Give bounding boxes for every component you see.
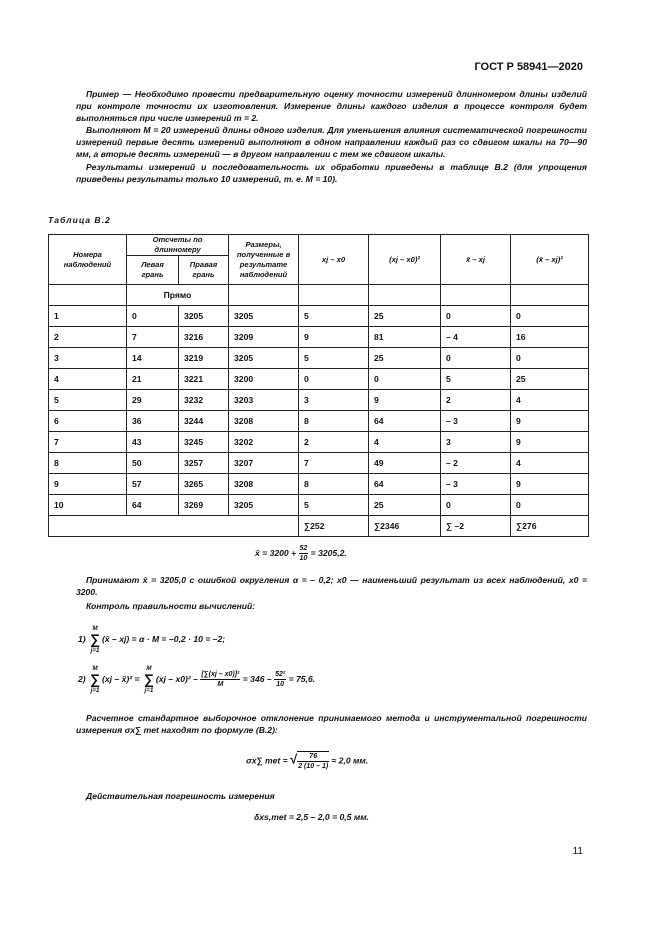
table-cell: 3209	[229, 327, 299, 348]
control-equation-1: 1) M ∑ j=1(x̄ – xj) = α · M = –0,2 · 10 = –2;	[78, 625, 226, 654]
table-row	[49, 453, 589, 474]
table-cell: 3205	[229, 348, 299, 369]
paragraph: Пример — Необходимо провести предварительную оценку точности измерений длинномером длины изделий при контроле точности их изготовления. Измерение длины каждого изделия в процессе контроля будет выполняться при числе измерений m = 2.	[76, 89, 587, 124]
table-cell: 5	[299, 495, 369, 516]
table-cell: 0	[441, 495, 511, 516]
table-cell: 0	[441, 348, 511, 369]
table-row	[49, 390, 589, 411]
table-cell: 21	[127, 369, 179, 390]
data-table	[48, 234, 589, 537]
table-cell: 64	[127, 495, 179, 516]
col-header-mean-diff: x̄ – xj	[441, 235, 511, 285]
paragraph: Принимают x̄ = 3205,0 с ошибкой округления α = – 0,2; x0 — наименьший результат из всех наблюдений, x0 = 3200.	[76, 575, 587, 598]
table-cell: 8	[299, 474, 369, 495]
paragraph: Действительная погрешность измерения	[86, 791, 275, 801]
table-cell: 7	[299, 453, 369, 474]
col-header-deviation: xj – x0	[299, 235, 369, 285]
actual-error-text	[76, 790, 587, 802]
table-cell: 7	[127, 327, 179, 348]
table-cell: 3	[49, 348, 127, 369]
actual-error-equation: δxs,met = 2,5 – 2,0 = 0,5 мм.	[254, 812, 369, 822]
table-cell: 3265	[179, 474, 229, 495]
control-equation-2: 2) M ∑ j=1(xj – x̄)² = M ∑ j=1(xj – x0)² – $\frac{\text{[∑(xj – x0)]²}}{M}$ = 346 – $\frac{\text{52²}}{10}$ = 75,6.	[78, 665, 316, 694]
table-cell: 5	[299, 306, 369, 327]
table-cell: 5	[441, 369, 511, 390]
table-cell: 9	[511, 474, 589, 495]
table-cell: 8	[49, 453, 127, 474]
table-cell: 14	[127, 348, 179, 369]
table-cell: 3205	[179, 306, 229, 327]
table-row	[49, 369, 589, 390]
table-cell: 3245	[179, 432, 229, 453]
table-cell: 3202	[229, 432, 299, 453]
table-cell: 0	[441, 306, 511, 327]
table-cell: 3207	[229, 453, 299, 474]
stddev-text	[76, 712, 587, 736]
intro-text	[76, 88, 587, 185]
table-cell: 2	[299, 432, 369, 453]
table-cell: 64	[369, 474, 441, 495]
table-cell: 49	[369, 453, 441, 474]
table-cell: 2	[49, 327, 127, 348]
col-header-right: Правая грань	[179, 256, 229, 285]
table-cell: 9	[299, 327, 369, 348]
table-cell: 0	[369, 369, 441, 390]
table-cell: 3203	[229, 390, 299, 411]
table-cell: 25	[369, 495, 441, 516]
table-cell: 1	[49, 306, 127, 327]
table-caption: Таблица В.2	[48, 215, 111, 225]
table-cell: 3232	[179, 390, 229, 411]
total-cell: ∑ –2	[441, 516, 511, 537]
col-header-mean-diff-sq: (x̄ – xj)²	[511, 235, 589, 285]
accept-text	[76, 574, 587, 612]
table-cell: 5	[49, 390, 127, 411]
table-cell: 3219	[179, 348, 229, 369]
table-cell: 16	[511, 327, 589, 348]
table-cell: 0	[511, 495, 589, 516]
col-header-deviation-sq: (xj – x0)²	[369, 235, 441, 285]
table-row	[49, 474, 589, 495]
table-cell: 3205	[229, 495, 299, 516]
table-cell: 0	[127, 306, 179, 327]
table-cell: 3208	[229, 411, 299, 432]
table-cell: 0	[299, 369, 369, 390]
table-cell: 3244	[179, 411, 229, 432]
table-cell: – 3	[441, 474, 511, 495]
paragraph: Выполняют M = 20 измерений длины одного изделия. Для уменьшения влияния систематической погрешности измерений первые десять измерений выполняют в одном направлении каждый раз со сдвигом шкалы на 70—90 мм, а вторые десять измерений — в другом направлении с тем же сдвигом шкалы.	[76, 125, 587, 160]
table-cell: 4	[511, 390, 589, 411]
table-row	[49, 495, 589, 516]
table-cell: – 2	[441, 453, 511, 474]
table-cell: 3	[299, 390, 369, 411]
table-cell: 29	[127, 390, 179, 411]
table-cell: 8	[299, 411, 369, 432]
table-row	[49, 306, 589, 327]
table-cell: – 3	[441, 411, 511, 432]
table-cell: 25	[369, 306, 441, 327]
table-row	[49, 432, 589, 453]
table-cell: 81	[369, 327, 441, 348]
table-cell: 4	[369, 432, 441, 453]
col-header-sizes: Размеры, полученные в результате наблюдений	[229, 235, 299, 285]
table-cell: 9	[369, 390, 441, 411]
table-cell: 57	[127, 474, 179, 495]
table-cell: 9	[49, 474, 127, 495]
table-cell: 10	[49, 495, 127, 516]
document-header: ГОСТ Р 58941—2020	[474, 61, 583, 73]
table-cell: 3221	[179, 369, 229, 390]
col-header-number: Номера наблюдений	[49, 235, 127, 285]
table-cell: 7	[49, 432, 127, 453]
table-cell: 25	[511, 369, 589, 390]
page-number: 11	[572, 846, 583, 857]
table-cell: 9	[511, 411, 589, 432]
direction-label: Прямо	[127, 285, 229, 306]
table-cell: 43	[127, 432, 179, 453]
table-cell: 3269	[179, 495, 229, 516]
table-row	[49, 411, 589, 432]
table-cell: 3200	[229, 369, 299, 390]
paragraph: Расчетное стандартное выборочное отклонение принимаемого метода и инструментальной погрешности измерения σx∑ met находят по формуле (В.2):	[76, 713, 587, 736]
table-cell: 3208	[229, 474, 299, 495]
table-cell: 0	[511, 306, 589, 327]
paragraph: Контроль правильности вычислений:	[86, 601, 256, 612]
col-header-readings: Отсчеты по длинномеру	[127, 235, 229, 256]
table-cell: 25	[369, 348, 441, 369]
stddev-equation: σx∑ met = √ $\frac{76}{2 (10 - 1)}$ ≈ 2,0 мм.	[246, 751, 369, 770]
table-cell: 9	[511, 432, 589, 453]
table-cell: 50	[127, 453, 179, 474]
table-cell: 3216	[179, 327, 229, 348]
table-cell: 4	[511, 453, 589, 474]
paragraph: Результаты измерений и последовательность их обработки приведены в таблице В.2 (для упрощения приведены результаты только 10 измерений, т. е. M = 10).	[76, 161, 587, 184]
table-cell: 3257	[179, 453, 229, 474]
table-cell: 0	[511, 348, 589, 369]
table-cell: 5	[299, 348, 369, 369]
mean-equation: x̄ = 3200 + $\frac{52}{10}$ = 3205,2.	[255, 545, 347, 562]
table-cell: 36	[127, 411, 179, 432]
total-cell: ∑276	[511, 516, 589, 537]
table-cell: 3205	[229, 306, 299, 327]
total-cell: ∑2346	[369, 516, 441, 537]
table-row	[49, 327, 589, 348]
table-cell: 64	[369, 411, 441, 432]
table-cell: 6	[49, 411, 127, 432]
col-header-left: Левая грань	[127, 256, 179, 285]
table-cell: – 4	[441, 327, 511, 348]
table-cell: 3	[441, 432, 511, 453]
table-row	[49, 348, 589, 369]
table-cell: 2	[441, 390, 511, 411]
table-cell: 4	[49, 369, 127, 390]
total-cell: ∑252	[299, 516, 369, 537]
